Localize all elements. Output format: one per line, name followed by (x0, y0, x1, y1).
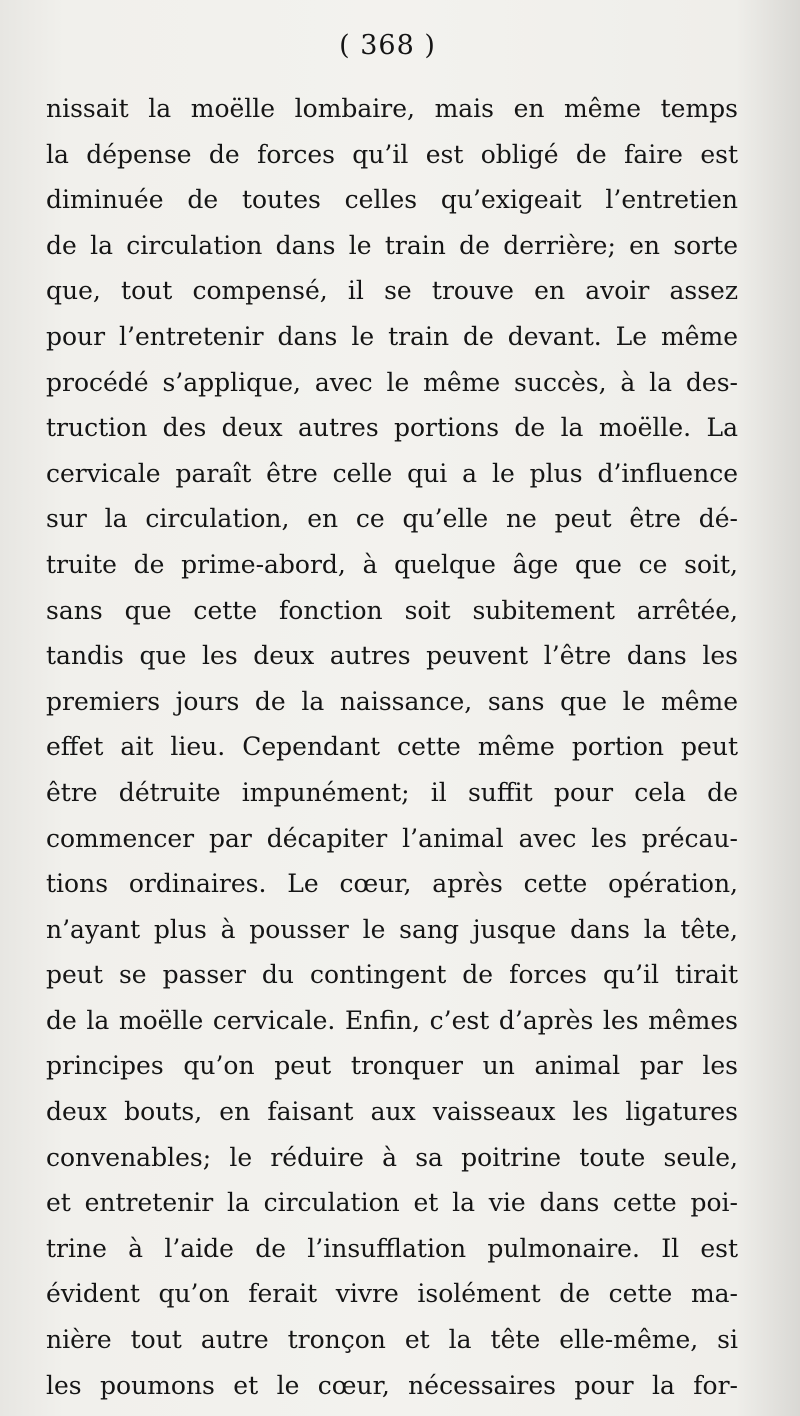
text-line: que, tout compensé, il se trouve en avoir assez (46, 276, 738, 306)
text-line: trine à l’aide de l’insufflation pulmonaire. Il est (46, 1233, 738, 1263)
text-line: sans que cette fonction soit subitement arrêtée, (46, 595, 738, 625)
text-line: truction des deux autres portions de la moëlle. La (46, 413, 738, 443)
body-text (46, 86, 738, 1408)
text-line: de la moëlle cervicale. Enfin, c’est d’après les mêmes (46, 1005, 738, 1035)
text-line: tions ordinaires. Le cœur, après cette opération, (46, 869, 738, 899)
text-line: truite de prime-abord, à quelque âge que ce soit, (46, 549, 738, 579)
text-line: principes qu’on peut tronquer un animal par les (46, 1051, 738, 1081)
text-line: la dépense de forces qu’il est obligé de faire est (46, 139, 738, 169)
text-line: diminuée de toutes celles qu’exigeait l’entretien (46, 185, 738, 215)
text-line: premiers jours de la naissance, sans que le même (46, 686, 738, 716)
text-line: tandis que les deux autres peuvent l’être dans les (46, 641, 738, 671)
text-line: effet ait lieu. Cependant cette même portion peut (46, 732, 738, 762)
text-line: de la circulation dans le train de derrière; en sorte (46, 230, 738, 260)
text-line: cervicale paraît être celle qui a le plus d’influence (46, 458, 738, 488)
text-line: nière tout autre tronçon et la tête elle-même, si (46, 1325, 738, 1355)
text-line: procédé s’applique, avec le même succès, à la des- (46, 367, 738, 397)
text-line: évident qu’on ferait vivre isolément de cette ma- (46, 1279, 738, 1309)
text-line: n’ayant plus à pousser le sang jusque dans la tête, (46, 914, 738, 944)
text-line: deux bouts, en faisant aux vaisseaux les ligatures (46, 1097, 738, 1127)
text-line: convenables; le réduire à sa poitrine toute seule, (46, 1142, 738, 1172)
text-line: nissait la moëlle lombaire, mais en même temps (46, 94, 738, 123)
text-line: les poumons et le cœur, nécessaires pour la for- (46, 1370, 738, 1400)
text-line: commencer par décapiter l’animal avec les précau- (46, 823, 738, 853)
text-line: et entretenir la circulation et la vie dans cette poi- (46, 1188, 738, 1218)
page-number: ( 368 ) (339, 30, 436, 61)
text-line: pour l’entretenir dans le train de devant. Le même (46, 321, 738, 351)
text-line: sur la circulation, en ce qu’elle ne peut être dé- (46, 504, 738, 534)
text-line: être détruite impunément; il suffit pour cela de (46, 777, 738, 807)
text-line: peut se passer du contingent de forces qu’il tirait (46, 960, 738, 990)
